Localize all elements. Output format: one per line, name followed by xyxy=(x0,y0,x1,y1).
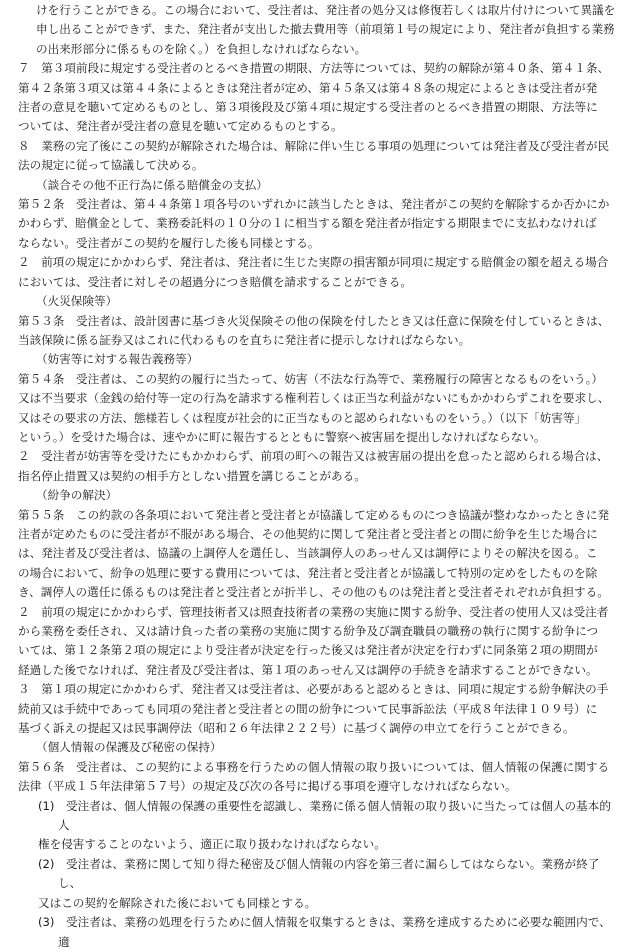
text-line: 又は不当要求（金銭の給付等一定の行為を請求する権利若しくは正当な利益がないにもかかわらずこれを要求し、 xyxy=(18,391,610,406)
text-line: （個人情報の保護及び秘密の保持） xyxy=(36,740,222,755)
paragraph xyxy=(18,1,616,59)
text-line: という。）を受けた場合は、速やかに町に報告するとともに警察へ被害届を提出しなければならない。 xyxy=(18,429,546,444)
article-paragraph xyxy=(18,758,616,797)
text-line: (3) 受注者は、業務の処理を行うために個人情報を収集するときは、業務を達成するために必要な範囲内で、適 xyxy=(38,915,611,949)
text-line: ２ 前項の規定にかかわらず、発注者は、発注者に生じた実際の損害額が同項に規定する賠償金の額を超える場合 xyxy=(18,255,609,270)
article-paragraph xyxy=(18,195,616,253)
text-line: かわらず、賠償金として、業務委託料の１０分の１に相当する額を発注者が指定する期限までに支払わなければ xyxy=(18,216,597,231)
list-item xyxy=(18,913,616,952)
text-line: 法の規定に従って協議して決める。 xyxy=(18,158,204,173)
text-line: の場合において、紛争の処理に要する費用については、発注者と受注者とが協議して特別の定めをしたものを除 xyxy=(18,565,598,580)
text-line: の出来形部分に係るものを除く。）を負担しなければならない。 xyxy=(36,41,367,56)
text-line: ２ 前項の規定にかかわらず、管理技術者又は照査技術者の業務の実施に関する紛争、受注者の使用人又は受注者 xyxy=(18,604,609,619)
text-line: 注者が定めたものに受注者が不服がある場合、その他契約に関して発注者と受注者との間に紛争を生じた場合に xyxy=(18,526,598,541)
text-line: は、発注者及び受注者は、協議の上調停人を選任し、当該調停人のあっせん又は調停によりその解決を図る。こ xyxy=(18,546,598,561)
text-line: 第４２条第３項又は第４４条によるときは発注者が定め、第４５条又は第４８条の規定によるときは受注者が発 xyxy=(18,80,598,95)
text-line: ３ 第１項の規定にかかわらず、発注者又は受注者は、必要があると認めるときは、同項に規定する紛争解決の手 xyxy=(18,682,609,697)
text-line: 第５２条 受注者は、第４４条第１項各号のいずれかに該当したときは、発注者がこの契約を解除するか否かにか xyxy=(18,197,610,212)
text-line: ７ 第３項前段に規定する受注者のとるべき措置の期限、方法等については、契約の解除が第４０条、第４１条、 xyxy=(18,61,610,76)
article-paragraph xyxy=(18,370,616,448)
article-caption xyxy=(18,738,616,757)
text-line: (2) 受注者は、業務に関して知り得た秘密及び個人情報の内容を第三者に漏らしてはならない。業務が終了し、 xyxy=(38,856,600,891)
text-line: （紛争の解決） xyxy=(36,488,118,503)
text-line: 第５３条 受注者は、設計図書に基づき火災保険その他の保険を付したとき又は任意に保険を付しているときは、 xyxy=(18,313,610,328)
text-line: けを行うことができる。この場合において、受注者は、発注者の処分又は修復若しくは取片付けについて異議を xyxy=(36,3,616,17)
text-line: （談合その他不正行為に係る賠償金の支払） xyxy=(36,177,268,192)
article-caption xyxy=(18,292,616,311)
text-line: 注者の意見を聴いて定めるものとし、第３項後段及び第４項に規定する受注者のとるべき措置の期限、方法等に xyxy=(18,100,598,115)
text-line: 当該保険に係る証券又はこれに代わるものを直ちに発注者に提示しなければならない。 xyxy=(18,332,471,347)
text-line: (1) 受注者は、個人情報の保護の重要性を認識し、業務に係る個人情報の取り扱いに当たっては個人の基本的人 xyxy=(38,798,611,833)
text-line: 指名停止措置又は契約の相手方としない措置を講じることがある。 xyxy=(18,468,366,483)
text-line: ２ 受注者が妨害等を受けたにもかかわらず、前項の町への報告又は被害届の提出を怠ったと認められる場合は、 xyxy=(18,449,609,464)
list-item xyxy=(18,855,616,913)
text-line: 法律（平成１５年法律第５７号）の規定及び次の各号に掲げる事項を遵守しなければならない。 xyxy=(18,779,517,794)
article-caption xyxy=(18,176,616,195)
paragraph xyxy=(18,603,616,681)
article-paragraph xyxy=(18,312,616,351)
paragraph xyxy=(18,253,616,292)
text-line: 第５６条 受注者は、この契約による事務を行うための個人情報の取り扱いについては、個人情報の保護に関する xyxy=(18,759,610,774)
paragraph xyxy=(18,680,616,738)
text-line: 第５５条 この約款の各条項において発注者と受注者とが協議して定めるものにつき協議が整わなかったときに発 xyxy=(18,507,610,522)
text-line: 又はその要求の方法、態様若しくは程度が社会的に正当なものと認められないものをいう。）（以下「妨害等」 xyxy=(18,410,587,425)
text-line: 権を侵害することのないよう、適正に取り扱わなければならない。 xyxy=(38,837,386,852)
text-line: 経過した後でなければ、発注者及び受注者は、第１項のあっせん又は調停の手続きを請求することができない。 xyxy=(18,662,598,677)
text-line: 又はこの契約を解除された後においても同様とする。 xyxy=(38,895,317,910)
article-caption xyxy=(18,486,616,505)
text-line: （妨害等に対する報告義務等） xyxy=(36,352,199,367)
text-line: ついては、発注者が受注者の意見を聴いて定めるものとする。 xyxy=(18,119,343,134)
text-line: 申し出ることができず、また、発注者が支出した撤去費用等（前項第１号の規定により、発注者が負担する業務 xyxy=(36,22,615,37)
text-line: き、調停人の選任に係るものは発注者と受注者とが折半し、その他のものは発注者と受注者それぞれが負担する。 xyxy=(18,585,609,600)
article-caption xyxy=(18,350,616,369)
paragraph xyxy=(18,137,616,176)
text-line: ８ 業務の完了後にこの契約が解除された場合は、解除に伴い生じる事項の処理については発注者及び受注者が民 xyxy=(18,138,610,153)
paragraph xyxy=(18,59,616,137)
text-line: 基づく訴えの提起又は民事調停法（昭和２６年法律２２２号）に基づく調停の申立てを行うことができる。 xyxy=(18,721,575,736)
list-item xyxy=(18,797,616,855)
text-line: 第５４条 受注者は、この契約の履行に当たって、妨害（不法な行為等で、業務履行の障害となるものをいう。） xyxy=(18,371,604,386)
text-line: いては、第１２条第２項の規定により受注者が決定を行った後又は発注者が決定を行わずに同条第２項の期間が xyxy=(18,643,598,658)
text-line: （火災保険等） xyxy=(36,294,118,309)
text-line: ならない。受注者がこの契約を履行した後も同様とする。 xyxy=(18,235,320,250)
text-line: 続前又は手続中であっても同項の発注者と受注者との間の紛争について民事訴訟法（平成８年法律１０９号）に xyxy=(18,701,598,716)
text-line: においては、受注者に対しその超過分につき賠償を請求することができる。 xyxy=(18,274,412,289)
article-paragraph xyxy=(18,506,616,603)
paragraph xyxy=(18,447,616,486)
text-line: から業務を委任され、又は請け負った者の業務の実施に関する紛争及び調査職員の職務の執行に関する紛争につ xyxy=(18,624,599,638)
